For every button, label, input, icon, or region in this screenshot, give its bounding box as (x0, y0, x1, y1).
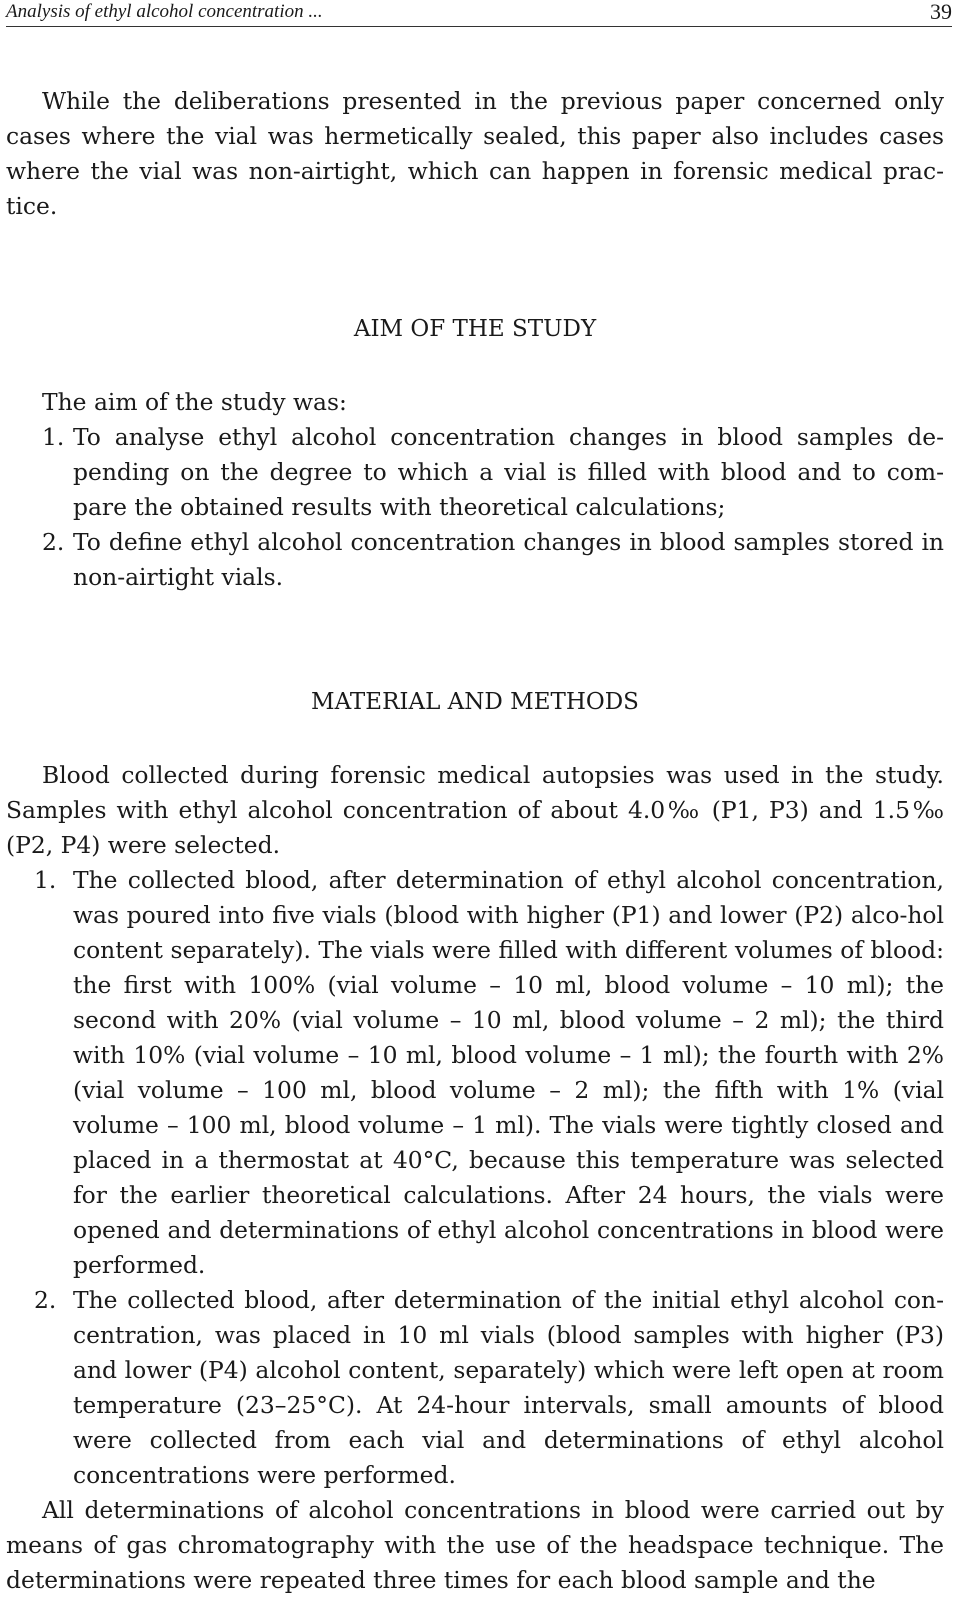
list-item-number: 2. (34, 1286, 57, 1314)
intro-paragraph: While the deliberations presented in the previous paper concerned only cases where the vial was hermetically sealed, this paper also includes cases where the vial was non-airtight, which can happen in forensic medical prac-tice. (6, 87, 944, 220)
list-item-number: 1. (42, 423, 65, 451)
list-item-text: To define ethyl alcohol concentration changes in blood samples stored in non-airtight vials. (73, 528, 944, 591)
list-item-text: To analyse ethyl alcohol concentration changes in blood samples de-pending on the degree to which a vial is filled with blood and to com-pare the obtained results with theoretical calculations; (73, 423, 944, 521)
page-body (6, 84, 944, 1598)
section-gap (6, 595, 944, 685)
list-item (6, 1283, 944, 1493)
page-number: 39 (930, 0, 952, 24)
page-header (6, 0, 952, 27)
running-title: Analysis of ethyl alcohol concentration ... (6, 1, 323, 22)
section-gap (6, 347, 944, 385)
list-item (6, 863, 944, 1283)
list-item-text: The collected blood, after determination of the initial ethyl alcohol con-centration, was placed in 10 ml vials (blood samples with higher (P3) and lower (P4) alcohol content, separately) which were left open at room temperature (23–25°C). At 24-hour intervals, small amounts of blood were collected from each vial and determinations of ethyl alcohol concentrations were performed. (73, 1286, 944, 1489)
section-gap (6, 224, 944, 312)
methods-closing: All determinations of alcohol concentrations in blood were carried out by means of gas chromatography with the use of the headspace technique. The determinations were repeated three times for each blood sample and the (6, 1496, 944, 1594)
list-item-number: 1. (34, 866, 57, 894)
list-item-text: The collected blood, after determination of ethyl alcohol concentration, was poured into five vials (blood with higher (P1) and lower (P2) alco-hol content separately). The vials were filled with different volumes of blood: the first with 100% (vial volume – 10 ml, blood volume – 10 ml); the second with 20% (vial volume – 10 ml, blood volume – 2 ml); the third with 10% (vial volume – 10 ml, blood volume – 1 ml); the fourth with 2% (vial volume – 100 ml, blood volume – 2 ml); the fifth with 1% (vial volume – 100 ml, blood volume – 1 ml). The vials were tightly closed and placed in a thermostat at 40°C, because this temperature was selected for the earlier theoretical calculations. After 24 hours, the vials were opened and determinations of ethyl alcohol concentrations in blood were performed. (73, 866, 944, 1279)
list-item (6, 525, 944, 595)
list-item (6, 420, 944, 525)
methods-intro: Blood collected during forensic medical autopsies was used in the study. Samples with ethyl alcohol concentration of about 4.0‰ (P1, P3) and 1.5‰ (P2, P4) were selected. (6, 761, 944, 859)
aim-list (6, 420, 944, 595)
aim-heading: AIM OF THE STUDY (353, 316, 597, 342)
methods-list (6, 863, 944, 1493)
list-item-number: 2. (42, 528, 65, 556)
section-gap (6, 720, 944, 758)
methods-heading: MATERIAL AND METHODS (311, 689, 639, 715)
aim-lead: The aim of the study was: (42, 388, 347, 416)
